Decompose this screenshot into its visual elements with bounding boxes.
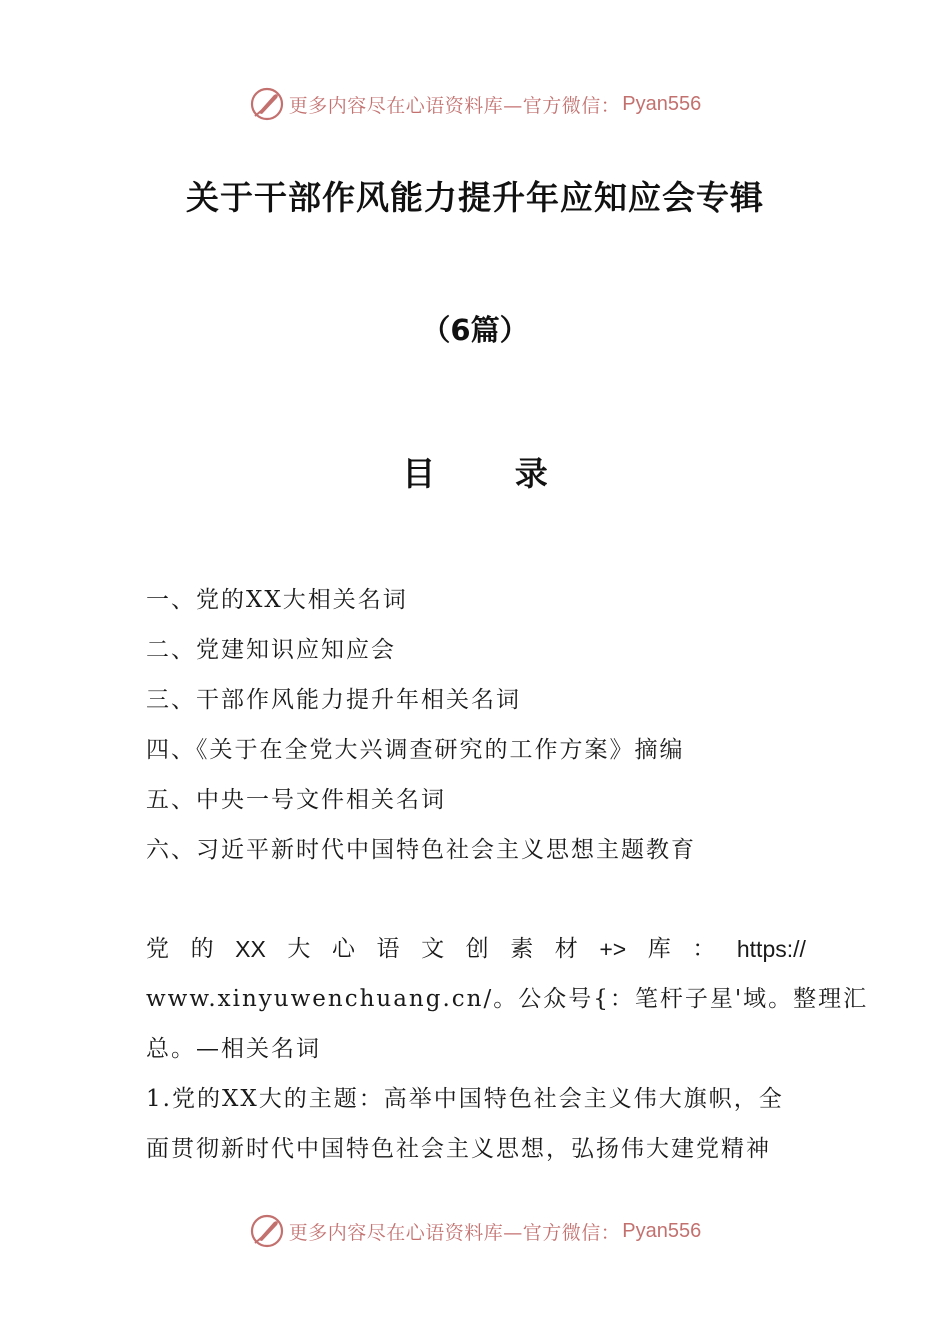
toc-item: 一、党的XX大相关名词 (146, 587, 408, 613)
word: XX (235, 936, 266, 962)
word: 素 (510, 936, 534, 962)
document-title: 关于干部作风能力提升年应知应会专辑 (186, 178, 764, 217)
quill-pen-icon (249, 86, 285, 122)
word: 库 (647, 936, 671, 962)
header-watermark (0, 82, 950, 126)
watermark-handle: Pyan556 (622, 1219, 702, 1242)
body-line: 1.党的XX大的主题：高举中国特色社会主义伟大旗帜，全 (146, 1086, 784, 1112)
url-text: https:// (736, 936, 806, 962)
word: 心 (331, 936, 355, 962)
body-line: 面贯彻新时代中国特色社会主义思想，弘扬伟大建党精神 (146, 1136, 771, 1162)
toc-item: 五、中央一号文件相关名词 (146, 787, 446, 813)
body-line: 总。—相关名词 (146, 1036, 321, 1062)
body-section (146, 924, 869, 1174)
footer-watermark (0, 1209, 950, 1253)
word: +> (599, 936, 627, 962)
watermark-text: 更多内容尽在心语资料库—官方微信： (288, 1221, 621, 1244)
word: 大 (287, 936, 311, 962)
body-line: www.xinyuwenchuang.cn/。公众号{：笔杆子星'域。整理汇 (146, 986, 869, 1012)
watermark-handle: Pyan556 (622, 92, 702, 115)
toc-item: 六、习近平新时代中国特色社会主义思想主题教育 (146, 837, 696, 863)
word: 党 (146, 936, 169, 962)
toc-heading: 目 录 (402, 454, 582, 493)
document-subtitle: （6篇） (421, 313, 529, 347)
body-line-justified (146, 924, 806, 974)
word: 材 (554, 936, 578, 962)
word: 文 (421, 936, 445, 962)
word: ： (692, 936, 716, 962)
table-of-contents (146, 580, 696, 880)
quill-pen-icon (249, 1213, 285, 1249)
word: 的 (190, 936, 214, 962)
watermark-text: 更多内容尽在心语资料库—官方微信： (288, 94, 621, 117)
word: 语 (376, 936, 400, 962)
toc-item: 四、《关于在全党大兴调查研究的工作方案》摘编 (146, 737, 685, 763)
toc-item: 三、干部作风能力提升年相关名词 (146, 687, 521, 713)
toc-item: 二、党建知识应知应会 (146, 637, 396, 663)
word: 创 (465, 936, 489, 962)
